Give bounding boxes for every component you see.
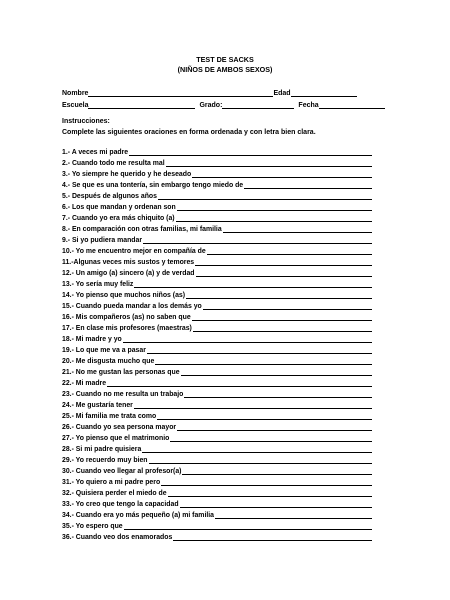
- answer-line[interactable]: [223, 224, 372, 233]
- question-prompt: 24.- Me gustaría tener: [62, 402, 133, 409]
- question-item: [62, 211, 372, 222]
- question-item: [62, 310, 372, 321]
- nombre-field[interactable]: [88, 88, 273, 97]
- instructions-block: [62, 116, 392, 138]
- question-item: [62, 299, 372, 310]
- question-item: [62, 167, 372, 178]
- fecha-field[interactable]: [319, 100, 385, 109]
- answer-line[interactable]: [129, 147, 372, 156]
- question-item: [62, 409, 372, 420]
- document-header: [0, 55, 450, 75]
- question-prompt: 17.- En clase mis profesores (maestras): [62, 325, 192, 332]
- answer-line[interactable]: [124, 521, 372, 530]
- question-item: [62, 222, 372, 233]
- answer-line[interactable]: [166, 158, 372, 167]
- answer-line[interactable]: [147, 345, 372, 354]
- question-item: [62, 508, 372, 519]
- answer-line[interactable]: [107, 378, 372, 387]
- answer-line[interactable]: [180, 499, 372, 508]
- question-item: [62, 376, 372, 387]
- question-item: [62, 321, 372, 332]
- answer-line[interactable]: [155, 356, 372, 365]
- question-item: [62, 453, 372, 464]
- question-prompt: 9.- Si yo pudiera mandar: [62, 237, 143, 244]
- fecha-label: Fecha: [298, 102, 319, 109]
- question-prompt: 14.- Yo pienso que muchos niños (as): [62, 292, 186, 299]
- answer-line[interactable]: [177, 202, 372, 211]
- edad-field[interactable]: [291, 88, 357, 97]
- document-title: TEST DE SACKS: [196, 55, 254, 64]
- answer-line[interactable]: [195, 257, 372, 266]
- student-info-fields: [62, 86, 392, 110]
- question-item: [62, 244, 372, 255]
- answer-line[interactable]: [215, 510, 372, 519]
- question-item: [62, 200, 372, 211]
- question-prompt: 7.- Cuando yo era más chiquito (a): [62, 215, 175, 222]
- question-item: [62, 420, 372, 431]
- question-item: [62, 387, 372, 398]
- instructions-text: Complete las siguientes oraciones en forma ordenada y con letra bien clara.: [62, 129, 316, 136]
- question-prompt: 28.- Si mi padre quisiera: [62, 446, 142, 453]
- question-prompt: 25.- Mi familia me trata como: [62, 413, 157, 420]
- question-item: [62, 464, 372, 475]
- question-prompt: 33.- Yo creo que tengo la capacidad: [62, 501, 179, 508]
- answer-line[interactable]: [142, 444, 372, 453]
- question-item: [62, 365, 372, 376]
- answer-line[interactable]: [193, 323, 372, 332]
- answer-line[interactable]: [192, 169, 372, 178]
- question-item: [62, 354, 372, 365]
- escuela-field[interactable]: [88, 100, 195, 109]
- question-prompt: 8.- En comparación con otras familias, mi familia: [62, 226, 222, 233]
- escuela-label: Escuela: [62, 102, 89, 109]
- answer-line[interactable]: [170, 433, 372, 442]
- answer-line[interactable]: [182, 466, 372, 475]
- question-prompt: 22.- Mi madre: [62, 380, 107, 387]
- answer-line[interactable]: [207, 246, 372, 255]
- answer-line[interactable]: [177, 422, 372, 431]
- question-prompt: 2.- Cuando todo me resulta mal: [62, 160, 165, 167]
- question-item: [62, 266, 372, 277]
- question-prompt: 6.- Los que mandan y ordenan son: [62, 204, 176, 211]
- nombre-label: Nombre: [62, 90, 89, 97]
- question-item: [62, 398, 372, 409]
- question-item: [62, 332, 372, 343]
- question-prompt: 31.- Yo quiero a mi padre pero: [62, 479, 161, 486]
- answer-line[interactable]: [192, 312, 372, 321]
- answer-line[interactable]: [149, 455, 372, 464]
- answer-line[interactable]: [168, 488, 372, 497]
- question-list: [62, 145, 372, 541]
- answer-line[interactable]: [123, 334, 372, 343]
- answer-line[interactable]: [176, 213, 372, 222]
- question-prompt: 20.- Me disgusta mucho que: [62, 358, 155, 365]
- question-prompt: 21.- No me gustan las personas que: [62, 369, 180, 376]
- document-subtitle: (NIÑOS DE AMBOS SEXOS): [177, 65, 273, 74]
- question-prompt: 1.- A veces mi padre: [62, 149, 129, 156]
- field-row-school-grade-date: [62, 98, 392, 109]
- answer-line[interactable]: [157, 411, 372, 420]
- edad-label: Edad: [273, 90, 291, 97]
- question-item: [62, 497, 372, 508]
- question-prompt: 23.- Cuando no me resulta un trabajo: [62, 391, 184, 398]
- question-prompt: 19.- Lo que me va a pasar: [62, 347, 146, 354]
- question-prompt: 10.- Yo me encuentro mejor en compañía de: [62, 248, 206, 255]
- question-prompt: 12.- Un amigo (a) sincero (a) y de verdad: [62, 270, 195, 277]
- question-prompt: 13.- Yo sería muy feliz: [62, 281, 134, 288]
- answer-line[interactable]: [143, 235, 372, 244]
- question-item: [62, 189, 372, 200]
- question-prompt: 4.- Se que es una tontería, sin embargo tengo miedo de: [62, 182, 244, 189]
- question-item: [62, 475, 372, 486]
- question-prompt: 30.- Cuando veo llegar al profesor(a): [62, 468, 182, 475]
- answer-line[interactable]: [161, 477, 372, 486]
- question-prompt: 11.-Algunas veces mis sustos y temores: [62, 259, 195, 266]
- question-item: [62, 233, 372, 244]
- answer-line[interactable]: [184, 389, 372, 398]
- grado-label: Grado:: [199, 102, 223, 109]
- question-prompt: 32.- Quisiera perder el miedo de: [62, 490, 167, 497]
- answer-line[interactable]: [244, 180, 372, 189]
- answer-line[interactable]: [181, 367, 372, 376]
- instructions-heading: Instrucciones:: [62, 118, 110, 125]
- question-item: [62, 519, 372, 530]
- field-row-name-age: [62, 86, 392, 97]
- question-prompt: 18.- Mi madre y yo: [62, 336, 122, 343]
- answer-line[interactable]: [203, 301, 372, 310]
- question-item: [62, 277, 372, 288]
- question-item: [62, 145, 372, 156]
- question-item: [62, 255, 372, 266]
- answer-line[interactable]: [158, 191, 372, 200]
- question-item: [62, 178, 372, 189]
- grado-field[interactable]: [222, 100, 294, 109]
- question-prompt: 29.- Yo recuerdo muy bien: [62, 457, 148, 464]
- answer-line[interactable]: [196, 268, 373, 277]
- answer-line[interactable]: [186, 290, 372, 299]
- question-item: [62, 288, 372, 299]
- question-prompt: 15.- Cuando pueda mandar a los demás yo: [62, 303, 202, 310]
- question-prompt: 27.- Yo pienso que el matrimonio: [62, 435, 170, 442]
- question-item: [62, 486, 372, 497]
- question-prompt: 36.- Cuando veo dos enamorados: [62, 534, 173, 541]
- answer-line[interactable]: [134, 279, 372, 288]
- question-prompt: 3.- Yo siempre he querido y he deseado: [62, 171, 192, 178]
- answer-line[interactable]: [134, 400, 372, 409]
- question-prompt: 34.- Cuando era yo más pequeño (a) mi familia: [62, 512, 215, 519]
- question-item: [62, 530, 372, 541]
- question-prompt: 26.- Cuando yo sea persona mayor: [62, 424, 177, 431]
- question-item: [62, 431, 372, 442]
- question-prompt: 5.- Después de algunos años: [62, 193, 157, 200]
- question-prompt: 16.- Mis compañeros (as) no saben que: [62, 314, 191, 321]
- question-item: [62, 156, 372, 167]
- question-item: [62, 343, 372, 354]
- question-item: [62, 442, 372, 453]
- question-prompt: 35.- Yo espero que: [62, 523, 123, 530]
- answer-line[interactable]: [173, 532, 372, 541]
